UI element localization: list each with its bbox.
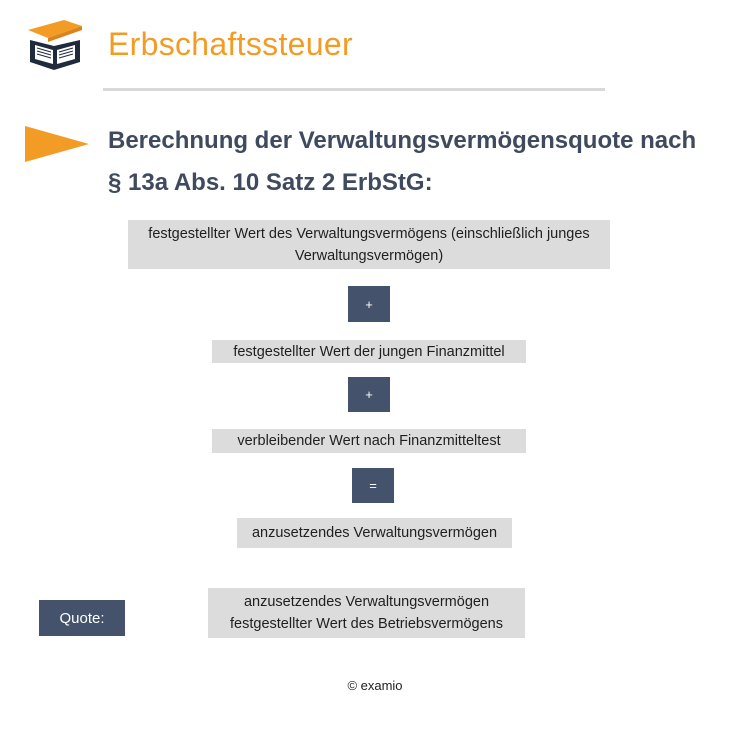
term-box-finanzmitteltest: verbleibender Wert nach Finanzmitteltest	[212, 429, 526, 453]
copyright: © examio	[347, 678, 403, 693]
quote-numerator: anzusetzendes Verwaltungsvermögen	[243, 594, 490, 610]
plus-operator: +	[348, 377, 390, 412]
term-box-junge-finanzmittel: festgestellter Wert der jungen Finanzmittel	[212, 340, 526, 363]
header-title: Erbschaftssteuer	[108, 26, 353, 62]
header-divider	[103, 88, 605, 91]
quote-fraction	[208, 588, 525, 638]
quote-denominator: festgestellter Wert des Betriebsvermögens	[230, 616, 503, 632]
term-box-verwaltungsvermoegen	[128, 220, 610, 269]
term-box-anzusetzendes-vv: anzusetzendes Verwaltungsvermögen	[237, 518, 512, 548]
plus-operator: +	[348, 286, 390, 322]
term-text-line-2: Verwaltungsvermögen)	[294, 247, 444, 264]
heading-line-2: § 13a Abs. 10 Satz 2 ErbStG:	[108, 169, 433, 196]
page-heading	[108, 120, 733, 204]
equals-operator: =	[352, 468, 394, 503]
quote-label: Quote:	[39, 600, 125, 636]
arrow-right-icon	[25, 126, 89, 162]
graduation-cap-book-icon	[24, 18, 86, 72]
heading-line-1: Berechnung der Verwaltungsvermögensquote nach	[108, 127, 697, 154]
term-text-line-1: festgestellter Wert des Verwaltungsvermögens (einschließlich junges	[148, 225, 590, 242]
